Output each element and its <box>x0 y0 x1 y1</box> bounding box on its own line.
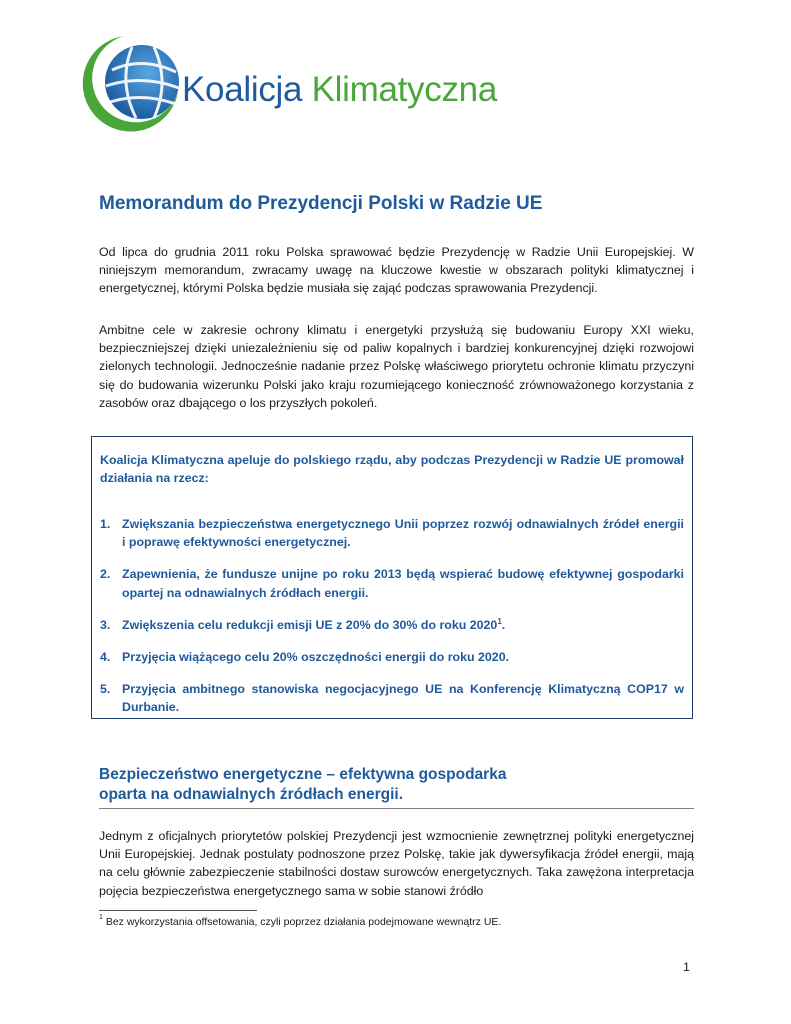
logo-word-koalicja: Koalicja <box>182 70 303 109</box>
intro-paragraph-1: Od lipca do grudnia 2011 roku Polska sprawować będzie Prezydencję w Radzie Unii Europejskiej. W niniejszym memorandum, zwracamy uwagę na kluczowe kwestie w obszarach polityki klimatycznej i energetycznej, którymi Polska będzie musiała się zająć podczas sprawowania Prezydencji. <box>99 245 694 296</box>
globe-icon <box>78 30 186 138</box>
footnote <box>99 916 501 928</box>
logo-wordmark <box>182 70 497 110</box>
appeal-list <box>100 515 684 731</box>
intro-paragraph-2: Ambitne cele w zakresie ochrony klimatu i energetyki przysłużą się budowaniu Europy XXI wieku, bezpieczniejszej dzięki uniezależnieniu się od paliw kopalnych i bardziej konkurencyjnej dzięki rozwojowi zielonych technologii. Jednocześnie nadanie przez Polskę właściwego priorytetu ochronie klimatu przyczyni się do budowania wizerunku Polski jako kraju rozumiejącego konieczność zrównoważonego korzystania z zasobów oraz dbającego o los przyszłych pokoleń. <box>99 323 694 410</box>
footnote-text: Bez wykorzystania offsetowania, czyli poprzez działania podejmowane wewnątrz UE. <box>105 916 502 928</box>
list-item: 4. Przyjęcia wiążącego celu 20% oszczędności energii do roku 2020. <box>100 650 510 665</box>
section-heading <box>99 765 694 809</box>
logo <box>78 30 518 138</box>
footnote-mark: 1 <box>99 914 103 921</box>
footnote-ref[interactable]: 1 <box>497 616 502 626</box>
page-number: 1 <box>683 960 690 974</box>
list-item: 5. Przyjęcia ambitnego stanowiska negocjacyjnego UE na Konferencję Klimatyczną COP17 w Durbanie. <box>100 682 684 715</box>
footnote-divider <box>99 910 257 911</box>
section-paragraph: Jednym z oficjalnych priorytetów polskiej Prezydencji jest wzmocnienie zewnętrznej polityki energetycznej Unii Europejskiej. Jednak postulaty podnoszone przez Polskę, takie jak dywersyfikacja źródeł energii, mają na celu głównie zabezpieczenie stabilności dostaw surowców energetycznych. Taka zawężona interpretacja pojęcia bezpieczeństwa energetycznego sama w sobie stanowi źródło <box>99 829 694 898</box>
page-title: Memorandum do Prezydencji Polski w Radzie UE <box>99 193 543 214</box>
list-item: 1. Zwiększania bezpieczeństwa energetycznego Unii poprzez rozwój odnawialnych źródeł energii i poprawę efektywności energetycznej. <box>100 517 684 550</box>
logo-word-klimatyczna: Klimatyczna <box>311 70 497 109</box>
appeal-box <box>91 436 693 719</box>
appeal-intro: Koalicja Klimatyczna apeluje do polskiego rządu, aby podczas Prezydencji w Radzie UE promował działania na rzecz: <box>100 453 684 486</box>
section-heading-line-2: oparta na odnawialnych źródłach energii. <box>99 786 404 803</box>
list-item: 3. Zwiększenia celu redukcji emisji UE z 20% do 30% do roku 2020$^1$. <box>100 616 506 632</box>
section-heading-line-1: Bezpieczeństwo energetyczne – efektywna gospodarka <box>99 766 507 783</box>
list-item: 2. Zapewnienia, że fundusze unijne po roku 2013 będą wspierać budowę efektywnej gospodarki opartej na odnawialnych źródłach energii. <box>100 567 684 600</box>
